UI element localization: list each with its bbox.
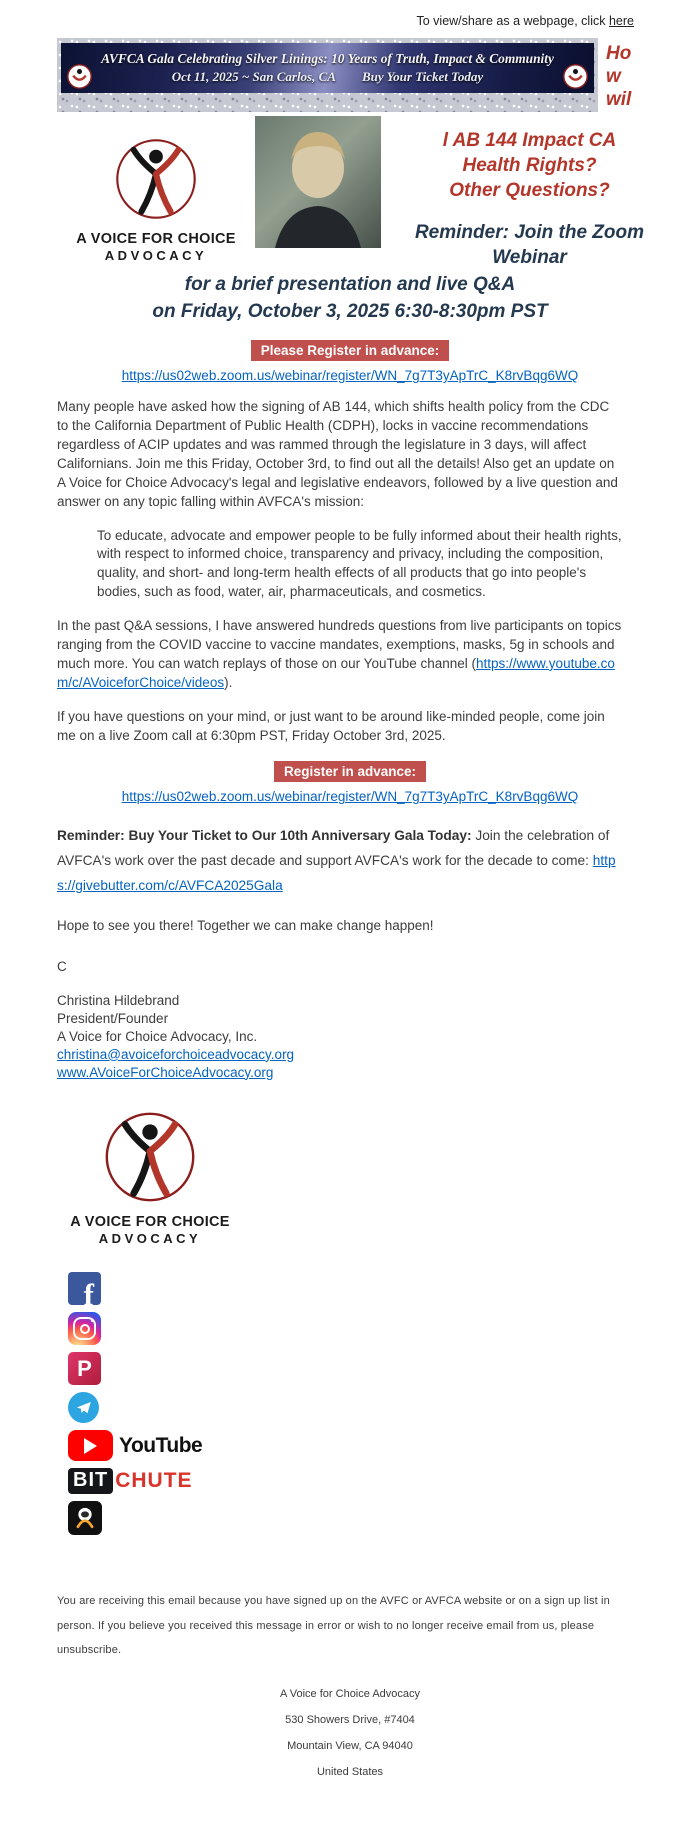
zoom-register-link-mid[interactable]: https://us02web.zoom.us/webinar/register/WN_7g7T3yApTrC_K8rvBqg6WQ (121, 789, 579, 805)
footer-address (0, 1688, 700, 1822)
youtube-channel-link[interactable]: https://www.youtube.com/c/AVoiceforChoice/videos (57, 655, 615, 690)
avfca-logo (57, 136, 255, 263)
reminder-line3: for a brief presentation and live Q&A (184, 274, 516, 296)
parler-icon[interactable] (68, 1352, 101, 1385)
avfca-seal-icon (562, 63, 589, 90)
avfca-seal-icon (66, 63, 93, 90)
please-register-button[interactable]: Please Register in advance: (251, 340, 450, 361)
signature-email-link[interactable]: christina@avoiceforchoiceadvocacy.org (57, 1046, 295, 1062)
footer-disclaimer: You are receiving this email because you have signed up on the AVFC or AVFCA website or on a sign up list in person. If you believe you received this message in error or wish to no longer receive email from us, please unsubscribe. (57, 1595, 610, 1656)
signature-block (57, 992, 643, 1081)
logo-text-line2: ADVOCACY (104, 247, 208, 263)
avfca-logo-icon (113, 136, 199, 227)
gala-ticket-link[interactable]: https://givebutter.com/c/AVFCA2025Gala (57, 853, 616, 893)
instagram-lens (80, 1324, 90, 1334)
footer-org-name: A Voice for Choice Advocacy (279, 1688, 421, 1701)
signature-name: Christina Hildebrand (57, 993, 180, 1009)
headshot-photo (255, 116, 381, 248)
headline-line1: l AB 144 Impact CA (442, 129, 617, 151)
avfca-logo-icon (102, 1109, 198, 1210)
banner-cta: Buy Your Ticket Today (361, 69, 484, 84)
photo-column (255, 116, 387, 271)
headline-overflow-fragment: How wil (606, 43, 632, 111)
paragraph-ab144: Many people have asked how the signing of AB 144, which shifts health policy from the CDC to the California Department of Public Health (CDPH), locks in vaccine recommendations regardless of ACIP updates and was rammed through the legislature in 3 days, will affect Californians. Join me this Friday, October 3rd, to find out all the details! Also get an update on A Voice for Choice Advocacy's legal and legislative endeavors, followed by a live question and answer on any topic falling within AVFCA's mission: (57, 399, 618, 509)
register-mid-row (0, 761, 700, 782)
gala-banner-inner (61, 43, 594, 93)
headline-line3: Other Questions? (449, 180, 610, 202)
youtube-wordmark: YouTube (119, 1433, 203, 1457)
bitchute-bit-wordmark: BIT (68, 1468, 113, 1494)
register-top-link-row (0, 368, 700, 383)
play-triangle-icon (84, 1438, 97, 1454)
logo-text-line2: ADVOCACY (98, 1231, 202, 1247)
signature-website-link[interactable]: www.AVoiceForChoiceAdvocacy.org (57, 1064, 274, 1080)
banner-title: AVFCA Gala Celebrating Silver Linings: 10 Years of Truth, Impact & Community (101, 51, 554, 66)
social-links (68, 1272, 700, 1535)
logo-text-line1: A VOICE FOR CHOICE (76, 230, 236, 247)
gala-reminder (57, 824, 622, 898)
mission-statement: To educate, advocate and empower people to be fully informed about their health rights, with respect to informed choice, transparency and privacy, including the composition, quality, and short- and long-term health effects of all products that go into people's bodies, such as food, water, air, pharmaceuticals, and cosmetics. (97, 527, 622, 600)
facebook-icon[interactable] (68, 1272, 101, 1305)
facebook-letter: f (83, 1277, 94, 1306)
paragraph-join-call: If you have questions on your mind, or just want to be around like-minded people, come join me on a live Zoom call at 6:30pm PST, Friday October 3rd, 2025. (57, 708, 605, 743)
banner-subtitle (61, 69, 594, 85)
stray-c-text: C (57, 959, 67, 975)
parler-letter: P (77, 1355, 92, 1381)
youtube-icon[interactable] (68, 1430, 700, 1461)
qa-replays-text-end: ). (224, 674, 233, 690)
register-top-row (0, 340, 700, 361)
reminder-line1: Reminder: Join the Zoom (414, 221, 645, 243)
banner-row (0, 38, 700, 112)
headline-column (387, 116, 672, 271)
signature-org: A Voice for Choice Advocacy, Inc. (57, 1029, 258, 1045)
logo-text-line1: A VOICE FOR CHOICE (70, 1214, 230, 1231)
register-mid-link-row (0, 789, 700, 804)
paragraph-qa-replays (57, 617, 622, 693)
closing-hope-line: Hope to see you there! Together we can make change happen! (57, 918, 434, 934)
telegram-icon[interactable] (68, 1392, 99, 1423)
logo-column (57, 116, 255, 271)
gala-banner[interactable] (57, 38, 598, 112)
footer-street: 530 Showers Drive, #7404 (285, 1714, 415, 1727)
odysee-icon[interactable] (68, 1501, 102, 1535)
banner-date: Oct 11, 2025 ~ San Carlos, CA (171, 69, 336, 84)
headline-line2: Health Rights? (462, 154, 597, 176)
bitchute-chute-wordmark: CHUTE (115, 1469, 193, 1493)
bitchute-icon[interactable] (68, 1468, 700, 1494)
view-share-text: To view/share as a webpage, click (416, 14, 609, 28)
gala-reminder-bold: Reminder: Buy Your Ticket to Our 10th Anniversary Gala Today: (57, 828, 472, 844)
footer-city-state: Mountain View, CA 94040 (287, 1740, 413, 1753)
footer-logo-wrap (50, 1109, 250, 1246)
gala-reminder-text: Join the celebration of AVFCA's work over the past decade and support AVFCA's work for the decade to come: (57, 828, 610, 869)
avfca-logo-footer (50, 1109, 250, 1246)
register-button[interactable]: Register in advance: (274, 761, 426, 782)
hero-section (0, 116, 700, 271)
qa-replays-text: In the past Q&A sessions, I have answered hundreds questions from live participants on topics ranging from the COVID vaccine to vaccine mandates, exemptions, masks, 5g in schools and much more. You can watch replays of those on our YouTube channel ( (57, 618, 622, 671)
reminder-line2: Webinar (492, 246, 567, 268)
zoom-register-link-top[interactable]: https://us02web.zoom.us/webinar/register/WN_7g7T3yApTrC_K8rvBqg6WQ (121, 368, 579, 384)
footer-country: United States (316, 1766, 384, 1779)
reminder-line4: on Friday, October 3, 2025 6:30-8:30pm PST (152, 301, 548, 323)
instagram-icon[interactable] (68, 1312, 101, 1345)
signature-title: President/Founder (57, 1011, 169, 1027)
view-share-link[interactable]: here (608, 14, 634, 28)
youtube-play-badge (68, 1430, 113, 1461)
view-share-bar (0, 0, 700, 28)
